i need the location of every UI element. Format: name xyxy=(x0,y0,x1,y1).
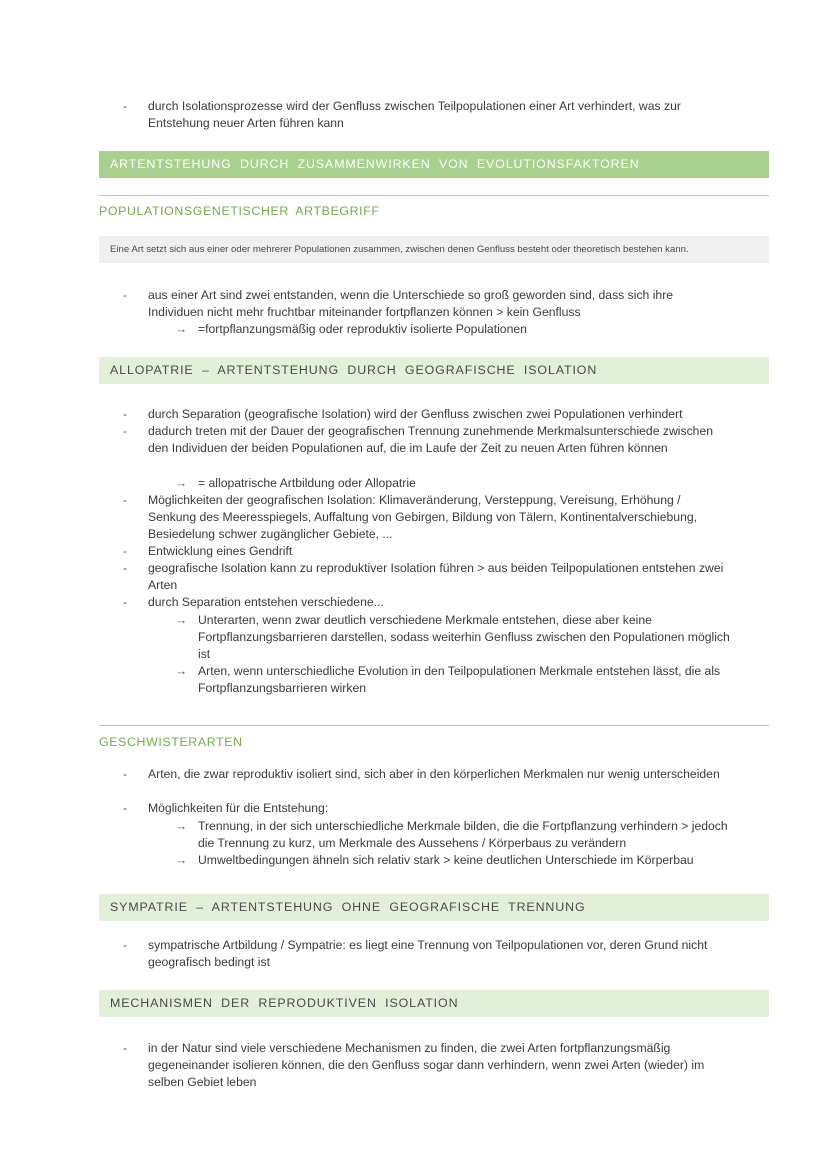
list-item xyxy=(123,287,728,321)
arrow-text: =fortpflanzungsmäßig oder reproduktiv isolierte Populationen xyxy=(198,322,527,336)
bullet-text: durch Separation (geografische Isolation) wird der Genfluss zwischen zwei Populationen verhindert xyxy=(148,407,683,421)
bullet-dash: - xyxy=(123,595,128,609)
right-arrow-icon: → xyxy=(175,613,188,627)
divider xyxy=(99,195,769,196)
bullet-text: sympatrische Artbildung / Sympatrie: es liegt eine Trennung von Teilpopulationen vor, deren Grund nicht geografisch bedingt ist xyxy=(148,938,708,969)
right-arrow-icon: → xyxy=(175,476,188,490)
arrow-item xyxy=(175,475,738,492)
list-item xyxy=(123,98,728,132)
bullet-dash: - xyxy=(123,801,128,815)
bullet-text: durch Isolationsprozesse wird der Genfluss zwischen Teilpopulationen einer Art verhindert, was zur Entstehung neuer Arten führen kann xyxy=(148,99,681,130)
list-item xyxy=(123,937,728,971)
list-item xyxy=(123,543,728,560)
bullet-text: dadurch treten mit der Dauer der geografischen Trennung zunehmende Merkmalsunterschiede zwischen den Individuen der beiden Populationen auf, die im Laufe der Zeit zu neuen Arten führen können xyxy=(148,424,713,455)
bullet-text: Arten, die zwar reproduktiv isoliert sind, sich aber in den körperlichen Merkmalen nur wenig unterscheiden xyxy=(148,767,720,781)
right-arrow-icon: → xyxy=(175,853,188,867)
arrow-item xyxy=(175,663,738,697)
bullet-text: geografische Isolation kann zu reproduktiver Isolation führen > aus beiden Teilpopulationen entstehen zwei Arten xyxy=(148,561,724,592)
bullet-dash: - xyxy=(123,1041,128,1055)
section-heading-allopatrie: ALLOPATRIE – ARTENTSTEHUNG DURCH GEOGRAFISCHE ISOLATION xyxy=(99,357,769,384)
bullet-dash: - xyxy=(123,288,128,302)
list-item xyxy=(123,406,728,423)
bullet-dash: - xyxy=(123,424,128,438)
right-arrow-icon: → xyxy=(175,322,188,336)
bullet-text: Möglichkeiten der geografischen Isolation: Klimaveränderung, Versteppung, Vereisung, Erhöhung / Senkung des Meeresspiegels, Auffaltung von Gebirgen, Bildung von Tälern, Kontinentalverschiebung, Besiedelung schwer zugänglicher Gebiete, ... xyxy=(148,493,698,541)
definition-box: Eine Art setzt sich aus einer oder mehrerer Populationen zusammen, zwischen denen Genfluss besteht oder theoretisch bestehen kann. xyxy=(99,236,769,263)
list-item xyxy=(123,766,728,783)
right-arrow-icon: → xyxy=(175,664,188,678)
list-item xyxy=(123,800,728,817)
arrow-text: Arten, wenn unterschiedliche Evolution in den Teilpopulationen Merkmale entstehen lässt, die als Fortpflanzungsbarrieren wirken xyxy=(198,664,721,695)
list-item xyxy=(123,560,728,594)
bullet-text: Entwicklung eines Gendrift xyxy=(148,544,293,558)
bullet-text: in der Natur sind viele verschiedene Mechanismen zu finden, die zwei Arten fortpflanzungsmäßig gegeneinander isolieren können, die den Genfluss sogar dann verhindern, wenn zwei Arten (wieder) im selben Gebiet leben xyxy=(148,1041,705,1089)
arrow-item xyxy=(175,612,738,663)
divider xyxy=(99,725,769,726)
right-arrow-icon: → xyxy=(175,819,188,833)
arrow-text: Unterarten, wenn zwar deutlich verschiedene Merkmale entstehen, diese aber keine Fortpflanzungsbarrieren darstellen, sodass weiterhin Genfluss zwischen den Populationen möglich ist xyxy=(198,613,730,661)
list-item xyxy=(123,1040,728,1091)
list-item xyxy=(123,423,728,457)
subheading-populationsgenetisch: POPULATIONSGENETISCHER ARTBEGRIFF xyxy=(99,204,380,218)
subheading-geschwisterarten: GESCHWISTERARTEN xyxy=(99,735,243,749)
bullet-dash: - xyxy=(123,493,128,507)
bullet-text: durch Separation entstehen verschiedene... xyxy=(148,595,384,609)
arrow-item xyxy=(175,852,738,869)
bullet-dash: - xyxy=(123,561,128,575)
list-item xyxy=(123,594,728,611)
bullet-dash: - xyxy=(123,99,128,113)
arrow-text: Umweltbedingungen ähneln sich relativ stark > keine deutlichen Unterschiede im Körperbau xyxy=(198,853,694,867)
list-item xyxy=(123,492,728,543)
bullet-text: Möglichkeiten für die Entstehung: xyxy=(148,801,329,815)
section-heading-mechanismen: MECHANISMEN DER REPRODUKTIVEN ISOLATION xyxy=(99,990,769,1017)
bullet-dash: - xyxy=(123,767,128,781)
bullet-text: aus einer Art sind zwei entstanden, wenn die Unterschiede so groß geworden sind, dass sich ihre Individuen nicht mehr fruchtbar miteinander fortpflanzen können > kein Genfluss xyxy=(148,288,674,319)
bullet-dash: - xyxy=(123,938,128,952)
bullet-dash: - xyxy=(123,407,128,421)
arrow-text: = allopatrische Artbildung oder Allopatrie xyxy=(198,476,416,490)
section-heading-sympatrie: SYMPATRIE – ARTENTSTEHUNG OHNE GEOGRAFISCHE TRENNUNG xyxy=(99,894,769,921)
arrow-item xyxy=(175,818,738,852)
arrow-text: Trennung, in der sich unterschiedliche Merkmale bilden, die die Fortpflanzung verhindern > jedoch die Trennung zu kurz, um Merkmale des Aussehens / Körperbaus zu verändern xyxy=(198,819,728,850)
arrow-item xyxy=(175,321,738,338)
section-heading-artentstehung: ARTENTSTEHUNG DURCH ZUSAMMENWIRKEN VON EVOLUTIONSFAKTOREN xyxy=(99,151,769,178)
bullet-dash: - xyxy=(123,544,128,558)
